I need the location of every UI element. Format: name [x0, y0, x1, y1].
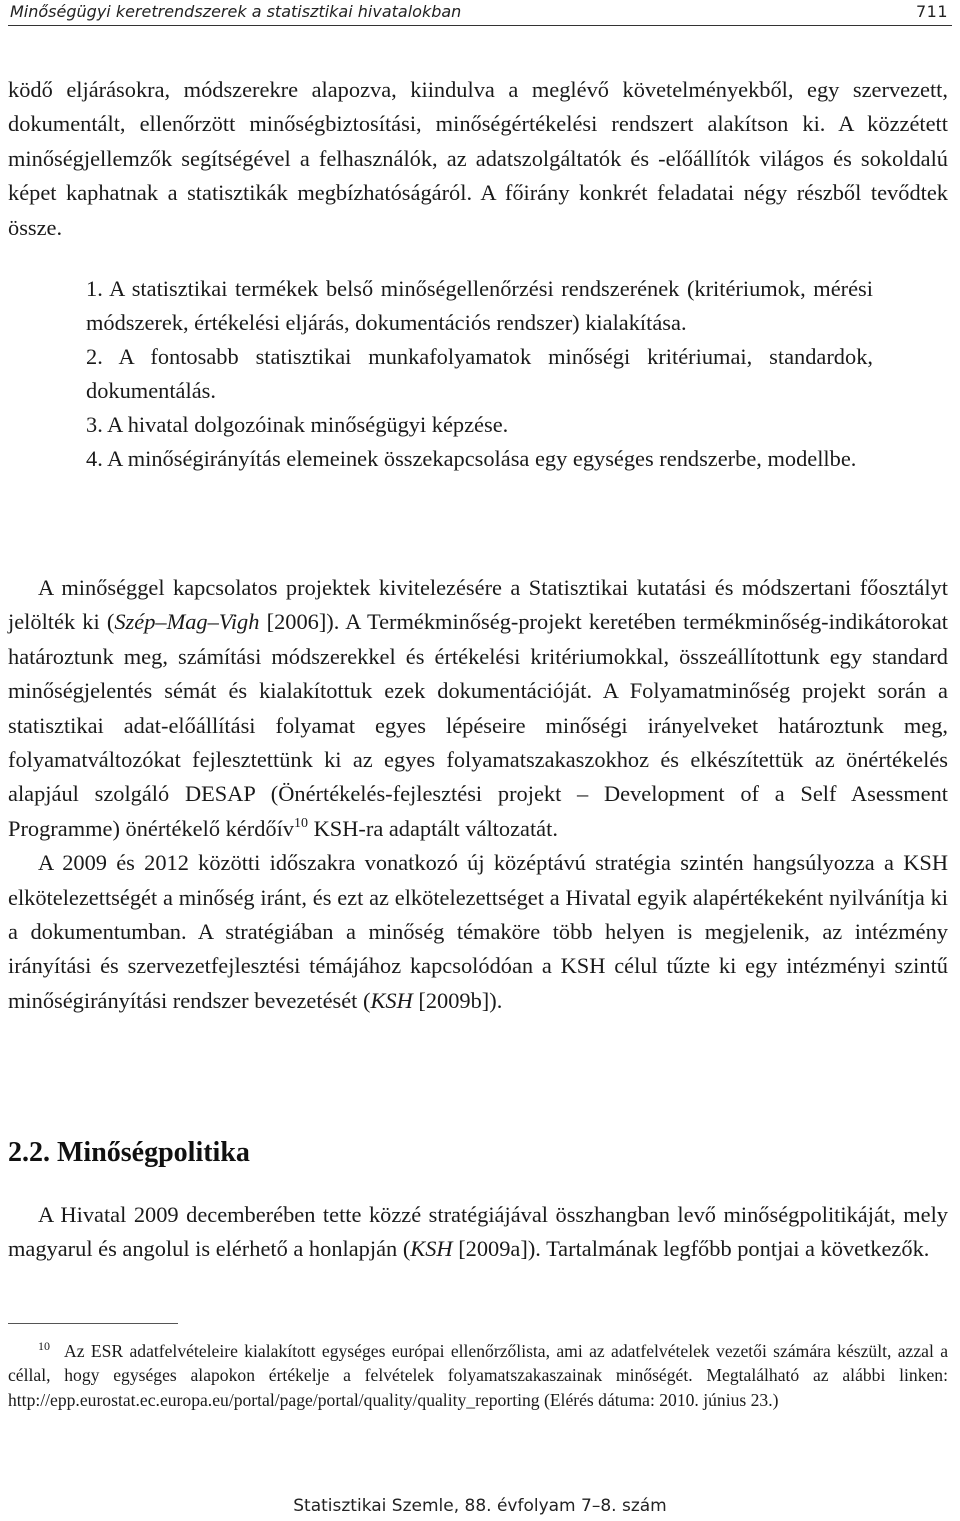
footnote-divider — [8, 1323, 178, 1324]
list-item-text: A fontosabb statisztikai munkafolyamatok minőségi kritériumai, standardok, dokumentálás. — [86, 344, 873, 403]
footnote-text-block — [8, 1339, 948, 1412]
list-item-number: 2. — [86, 344, 103, 369]
list-item-text: A statisztikai termékek belső minőségellenőrzési rendszerének (kritériumok, mérési módszerek, értékelési eljárás, dokumentációs rendszer) kialakítása. — [86, 276, 873, 335]
citation: KSH — [370, 987, 413, 1013]
policy-paragraph-block — [8, 1198, 948, 1267]
list-item-number: 4. — [86, 446, 103, 471]
running-title: Minőségügyi keretrendszerek a statisztikai hivatalokban — [10, 1, 462, 21]
intro-paragraph-block — [8, 73, 948, 245]
list-item — [86, 272, 873, 340]
footnote-number: 10 — [38, 1339, 50, 1353]
citation: Szép–Mag–Vigh — [114, 609, 260, 635]
policy-paragraph: A Hivatal 2009 decemberében tette közzé stratégiájával összhangban levő minőségpolitikáját, mely magyarul és angolul is elérhető a honlapján (KSH [2009a]). Tartalmának legfőbb pontjai a következők. — [8, 1202, 948, 1262]
running-header — [10, 0, 948, 22]
intro-paragraph: ködő eljárásokra, módszerekre alapozva, kiindulva a meglévő követelményekből, egy szervezett, dokumentált, ellenőrzött minőségbiztosítási, minőségértékelési rendszert alakítson ki. A közzétett minőségjellemzők segítségével a felhasználók, az adatszolgáltatók és -előállítók világos és sokoldalú képet kaphatnak a statisztikák megbízhatóságáról. A főirány konkrét feladatai négy részből tevődtek össze. — [8, 77, 948, 240]
list-item-text: A hivatal dolgozóinak minőségügyi képzése. — [107, 412, 509, 437]
citation: KSH — [410, 1236, 453, 1262]
list-item — [86, 442, 873, 476]
header-rule — [8, 25, 952, 26]
list-item — [86, 340, 873, 408]
page-footer: Statisztikai Szemle, 88. évfolyam 7–8. szám — [293, 1496, 667, 1516]
footnote-reference: 10 — [294, 815, 309, 831]
footnote-text: Az ESR adatfelvételeire kialakított egységes európai ellenőrzőlista, ami az adatfelvételek vezetői számára készült, azzal a céllal, hogy egységes alapokon értékelje a felvételek folyamatszakaszainak minőségét. Megtalálható az alábbi linken: http://epp.eurostat.ec.europa.eu/portal/page/portal/quality/quality_reporting (Elérés dátuma: 2010. június 23.) — [8, 1341, 948, 1410]
strategy-paragraph: A 2009 és 2012 közötti időszakra vonatkozó új középtávú stratégia szintén hangsúlyozza a KSH elkötelezettségét a minőség iránt, és ezt az elkötelezettséget a Hivatal egyik alapértékeként nyilvánítja ki a dokumentumban. A stratégiában a minőség témaköre több helyen is megjelenik, az intézmény irányítási és szervezetfejlesztési témájához kapcsolódóan a KSH célul tűzte ki egy intézményi szintű minőségirányítási rendszer bevezetését (KSH [2009b]). — [8, 850, 948, 1013]
body-paragraphs — [8, 571, 948, 1018]
list-item-number: 3. — [86, 412, 103, 437]
list-item — [86, 408, 873, 442]
footnote — [8, 1339, 948, 1412]
list-item-number: 1. — [86, 276, 103, 301]
list-item-text: A minőségirányítás elemeinek összekapcsolása egy egységes rendszerbe, modellbe. — [107, 446, 857, 471]
section-heading: 2.2. Minőségpolitika — [8, 1137, 250, 1168]
task-list — [86, 272, 873, 476]
projects-paragraph: A minőséggel kapcsolatos projektek kivitelezésére a Statisztikai kutatási és módszertani főosztályt jelölték ki (Szép–Mag–Vigh [2006]). A Termékminőség-projekt keretében termékminőség-indikátorokat határoztunk meg, számítási módszerekkel és értékelési kritériumokkal, összeállítottunk egy standard minőségjelentés sémát és kialakítottuk ezek dokumentációját. A Folyamatminőség projekt során a statisztikai adat-előállítási folyamat egyes lépéseire minőségi irányelveket határoztunk meg, folyamatváltozókat fejlesztettünk ki az egyes folyamatszakaszokhoz és elkészítettük az önértékelés alapjául szolgáló DESAP (Önértékelés-fejlesztési projekt – Development of a Self Asessment Programme) önértékelő kérdőív$^{10}$ KSH-ra adaptált változatát. — [8, 575, 948, 841]
page-number: 711 — [915, 1, 948, 21]
